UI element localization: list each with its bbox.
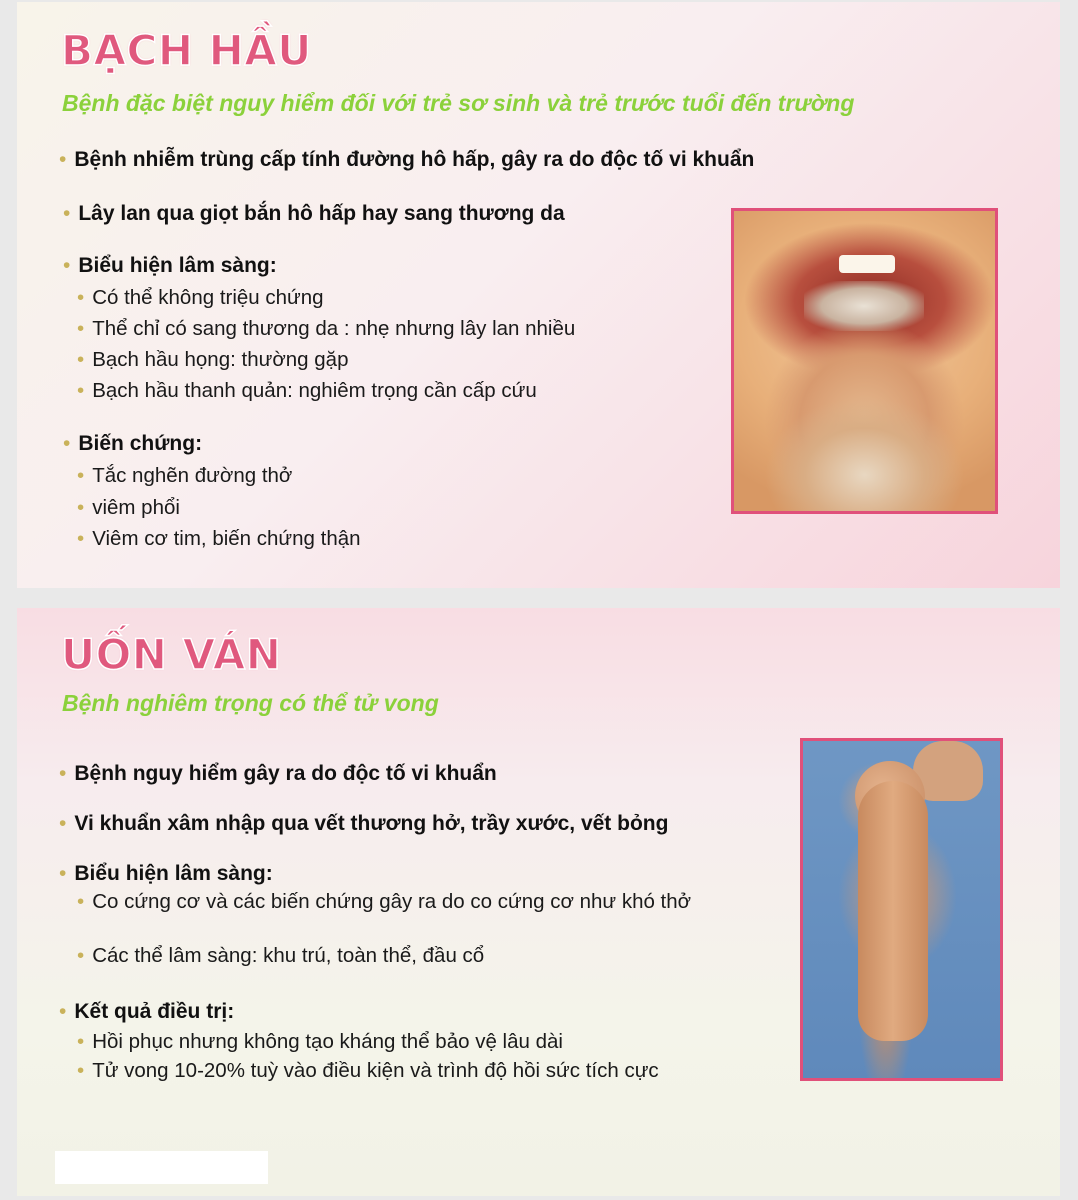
bullet-definition: • Bệnh nhiễm trùng cấp tính đường hô hấp, gây ra do độc tố vi khuẩn bbox=[59, 148, 754, 172]
slide-subtitle: Bệnh nghiêm trọng có thể tử vong bbox=[62, 690, 439, 716]
list-item: • Co cứng cơ và các biến chứng gây ra do co cứng cơ như khó thở bbox=[77, 890, 757, 914]
slide-subtitle: Bệnh đặc biệt nguy hiểm đối với trẻ sơ sinh và trẻ trước tuổi đến trường bbox=[62, 90, 855, 116]
list-item: • Hồi phục nhưng không tạo kháng thể bảo vệ lâu dài bbox=[77, 1030, 563, 1054]
list-item: • Viêm cơ tim, biến chứng thận bbox=[77, 527, 361, 551]
footer-box bbox=[55, 1151, 268, 1184]
list-item: • Có thể không triệu chứng bbox=[77, 286, 324, 310]
slide-tetanus bbox=[17, 608, 1060, 1196]
membrane-shape bbox=[804, 281, 924, 331]
list-item: • Bạch hầu thanh quản: nghiêm trọng cần cấp cứu bbox=[77, 379, 537, 403]
throat-photo bbox=[731, 208, 998, 514]
clinical-heading: • Biểu hiện lâm sàng: bbox=[63, 254, 277, 278]
list-item: • Các thể lâm sàng: khu trú, toàn thể, đầu cổ bbox=[77, 944, 484, 968]
list-item: • Bạch hầu họng: thường gặp bbox=[77, 348, 348, 372]
infant-photo bbox=[800, 738, 1003, 1081]
list-item: • viêm phổi bbox=[77, 496, 180, 520]
slide-diphtheria bbox=[17, 2, 1060, 588]
bullet-definition: • Bệnh nguy hiểm gây ra do độc tố vi khuẩn bbox=[59, 762, 497, 786]
list-item: • Tử vong 10-20% tuỳ vào điều kiện và trình độ hồi sức tích cực bbox=[77, 1059, 659, 1083]
body-shape bbox=[858, 781, 928, 1041]
complications-heading: • Biến chứng: bbox=[63, 432, 202, 456]
slide-title: BẠCH HẦU bbox=[61, 26, 312, 75]
slide-title: UỐN VÁN bbox=[61, 630, 282, 679]
bullet-transmission: • Vi khuẩn xâm nhập qua vết thương hở, trầy xước, vết bỏng bbox=[59, 812, 668, 836]
teeth-shape bbox=[839, 255, 895, 273]
bullet-transmission: • Lây lan qua giọt bắn hô hấp hay sang thương da bbox=[63, 202, 565, 226]
clinical-heading: • Biểu hiện lâm sàng: bbox=[59, 862, 273, 886]
outcome-heading: • Kết quả điều trị: bbox=[59, 1000, 234, 1024]
list-item: • Thể chỉ có sang thương da : nhẹ nhưng lây lan nhiều bbox=[77, 317, 575, 341]
list-item: • Tắc nghẽn đường thở bbox=[77, 464, 292, 488]
